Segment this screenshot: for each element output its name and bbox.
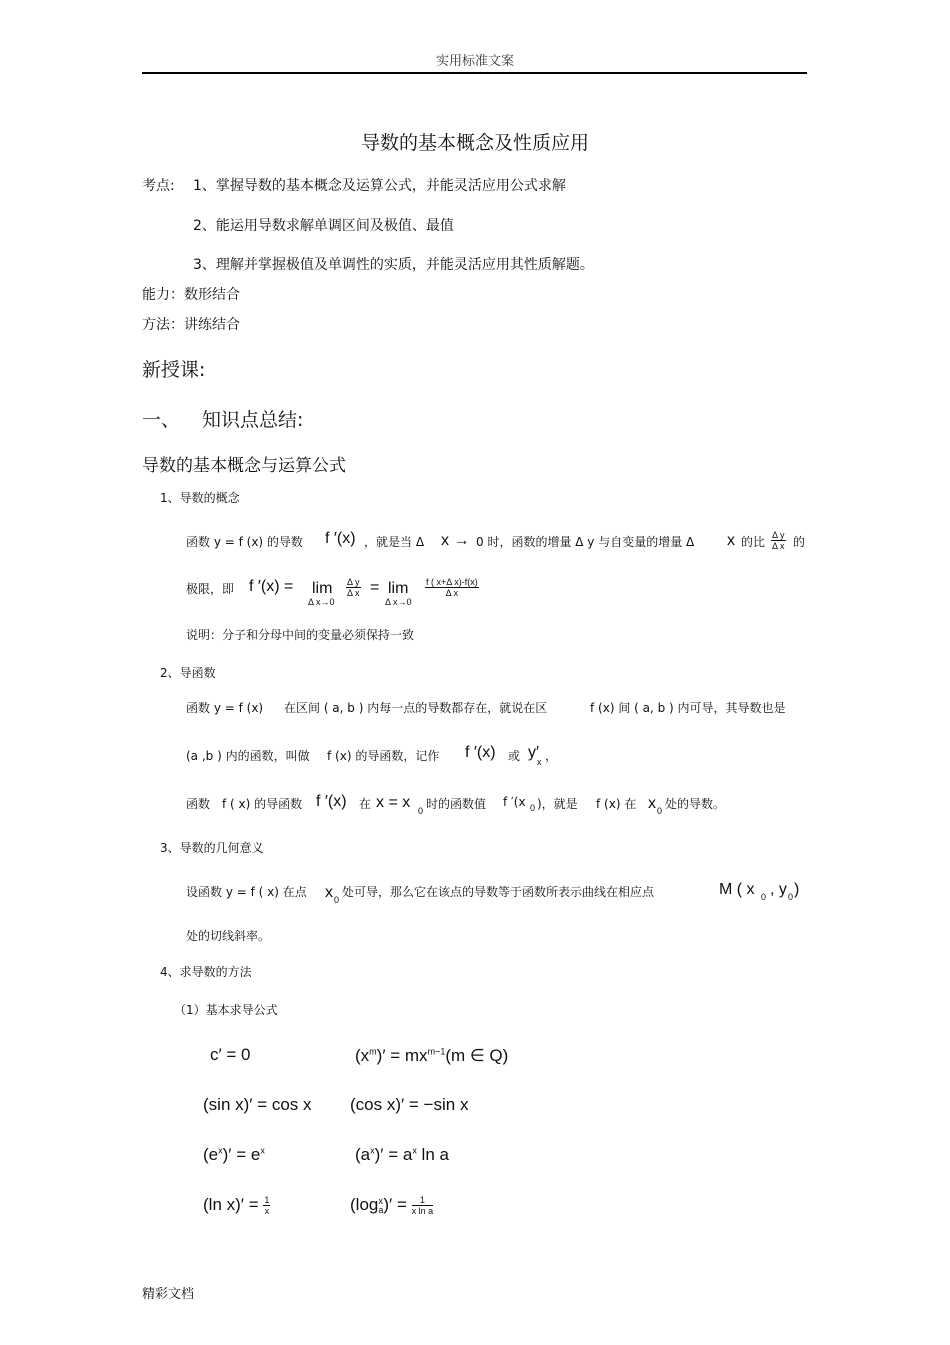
formula-part: )′ = e <box>222 1145 261 1164</box>
fraction-numerator: 1 <box>264 1195 270 1206</box>
p1-line2-lim1-sub: Δ x→0 <box>308 597 335 607</box>
fangfa-line: 方法：讲练结合 <box>142 317 240 333</box>
subsection-title: 导数的基本概念与运算公式 <box>142 456 346 476</box>
formula-ax <box>355 1145 449 1165</box>
p1-line2-fprime: f ′(x) = <box>249 578 294 595</box>
p2-line2-b: f (x) 的导函数，记作 <box>327 749 440 763</box>
p2-line3-fprime: f ′(x) <box>316 793 347 810</box>
p1-line1-x: x <box>727 532 735 549</box>
p1-line2-fraction-2 <box>425 577 479 598</box>
kaodian-item-2: 2、能运用导数求解单调区间及极值、最值 <box>193 218 454 234</box>
formula-log <box>350 1195 433 1216</box>
p1-line1-c: ，就是当 Δ <box>364 535 425 549</box>
p1-line1-e: 0 时，函数的增量 Δ y 与自变量的增量 Δ <box>476 535 695 549</box>
formula-sup: x <box>378 1195 383 1206</box>
formula-sup: m <box>369 1046 377 1057</box>
section-number: 一、 <box>142 409 181 431</box>
formula-part: (ln x)′ = <box>203 1195 259 1214</box>
p2-line1-a: 函数 y = f (x) <box>186 701 264 715</box>
formula-sin: (sin x)′ = cos x <box>203 1095 312 1114</box>
formula-part: (m ∈ Q) <box>445 1046 509 1065</box>
p2-line2-or: 或 <box>508 749 521 763</box>
formula-part: (log <box>350 1195 379 1214</box>
formula-part: (e <box>203 1145 219 1164</box>
p3-line1-point-a: M ( x <box>719 881 755 898</box>
p2-line2-yprime-sub: x <box>537 757 542 767</box>
p1-line1-fraction <box>771 530 786 551</box>
p3-line2: 处的切线斜率。 <box>186 929 271 943</box>
p1-line1-g: 的比 <box>741 535 766 549</box>
p2-line3-b: f ( x) 的导函数 <box>222 797 303 811</box>
p1-line2-lim2-sub: Δ x→0 <box>385 597 412 607</box>
p2-line3-x0: x <box>648 795 656 812</box>
fraction-denominator: Δ x <box>347 588 360 598</box>
formula-ln <box>203 1195 270 1216</box>
formula-fraction <box>263 1195 270 1216</box>
p1-line2-a: 极限，即 <box>186 582 235 596</box>
p1-note: 说明：分子和分母中间的变量必须保持一致 <box>186 628 415 642</box>
p3-heading: 3、导数的几何意义 <box>160 841 264 855</box>
p3-line1-c: 处可导，那么它在该点的导数等于函数所表示曲线在相应点 <box>342 885 655 899</box>
p3-line1-x0-sub: 0 <box>334 895 340 905</box>
formula-sub: a <box>378 1204 384 1215</box>
formula-fraction <box>412 1195 434 1216</box>
p2-line3-k: 处的导数。 <box>665 797 726 811</box>
formula-part: )′ = a <box>374 1145 413 1164</box>
fraction-numerator: f ( x+Δ x)-f(x) <box>426 577 478 587</box>
formula-part: )′ = <box>383 1195 407 1214</box>
fraction-denominator: Δ x <box>445 588 459 598</box>
formula-sup: x <box>370 1145 375 1156</box>
p2-line2-yprime: y′ <box>528 744 539 761</box>
formula-part: (a <box>355 1145 371 1164</box>
kaodian-item-3: 3、理解并掌握极值及单调性的实质，并能灵活应用其性质解题。 <box>193 257 594 273</box>
header-rule <box>142 72 807 74</box>
p2-line2-a: (a ,b ) 内的函数，叫做 <box>186 749 310 763</box>
p2-line1-b: 在区间 ( a, b ) 内每一点的导数都存在，就说在区 <box>284 701 548 715</box>
fraction-numerator: Δ y <box>347 577 360 587</box>
fraction-numerator: 1 <box>412 1195 434 1206</box>
p2-line3-h: )，就是 <box>537 797 578 811</box>
p2-line2-fprime: f ′(x) <box>465 744 496 761</box>
p3-line1-point-sub2: 0 <box>788 892 794 902</box>
p3-line1-point-c: ) <box>794 881 800 898</box>
p1-line1-a: 函数 y = f (x) 的导数 <box>186 535 303 549</box>
p2-line3-x-eq: x = x <box>376 794 411 811</box>
kaodian-label: 考点: <box>142 178 175 194</box>
p3-line1-x0: x <box>325 884 333 901</box>
p2-line1-c: f (x) 间 ( a, b ) 内可导，其导数也是 <box>590 701 786 715</box>
p2-line3-x0-sub: 0 <box>657 806 663 816</box>
kaodian-item-1: 1、掌握导数的基本概念及运算公式，并能灵活应用公式求解 <box>193 178 566 194</box>
formula-power <box>355 1046 508 1066</box>
formula-sup: x <box>412 1145 417 1156</box>
p4-heading: 4、求导数的方法 <box>160 965 252 979</box>
formula-sup: x <box>260 1145 265 1156</box>
p1-line1-x-arrow: x → <box>441 532 470 549</box>
p1-line2-fraction-1 <box>346 577 361 598</box>
document-title: 导数的基本概念及性质应用 <box>360 132 589 154</box>
p2-line2-comma: ， <box>545 749 558 763</box>
p2-line3-d: 在 <box>359 797 372 811</box>
p2-line3-x-eq-sub: 0 <box>418 806 424 816</box>
fraction-denominator: x ln a <box>411 1206 434 1217</box>
formula-sup: x <box>218 1145 223 1156</box>
formula-part: (x <box>355 1046 370 1065</box>
fraction-denominator: Δ x <box>772 541 785 551</box>
p3-line1-point-sub1: 0 <box>761 892 767 902</box>
p3-line1-a: 设函数 y = f ( x) 在点 <box>186 885 307 899</box>
page-footer: 精彩文档 <box>142 1287 195 1302</box>
formula-sup: m−1 <box>427 1046 446 1057</box>
formula-exp <box>203 1145 265 1165</box>
p2-line3-fx0-sub: 0 <box>530 803 536 813</box>
p2-line3-a: 函数 <box>186 797 211 811</box>
p2-heading: 2、导函数 <box>160 666 216 680</box>
formula-part: )′ = mx <box>376 1046 428 1065</box>
formula-part: ln a <box>416 1145 449 1164</box>
p2-line3-i: f (x) 在 <box>596 797 637 811</box>
fraction-denominator: x <box>264 1206 270 1217</box>
p1-line1-fprime: f ′(x) <box>325 530 356 547</box>
p1-line1-h: 的 <box>793 535 806 549</box>
formula-constant: c′ = 0 <box>210 1045 251 1064</box>
new-lesson-heading: 新授课: <box>142 359 206 381</box>
p4-subheading: （1）基本求导公式 <box>174 1003 278 1017</box>
formula-cos: (cos x)′ = −sin x <box>350 1095 469 1114</box>
p1-heading: 1、导数的概念 <box>160 491 240 505</box>
section-title: 知识点总结: <box>202 409 304 431</box>
p3-line1-point-b: , y <box>770 881 787 898</box>
p1-line2-equals: = <box>370 579 380 596</box>
p1-line2-lim2: lim <box>388 580 409 597</box>
page-header: 实用标准文案 <box>435 54 514 69</box>
p2-line3-fx0: f ′(x <box>503 795 526 809</box>
nengli-line: 能力：数形结合 <box>142 287 240 303</box>
fraction-numerator: Δ y <box>772 530 785 540</box>
p1-line2-lim1: lim <box>312 580 333 597</box>
p2-line3-f: 时的函数值 <box>426 797 487 811</box>
